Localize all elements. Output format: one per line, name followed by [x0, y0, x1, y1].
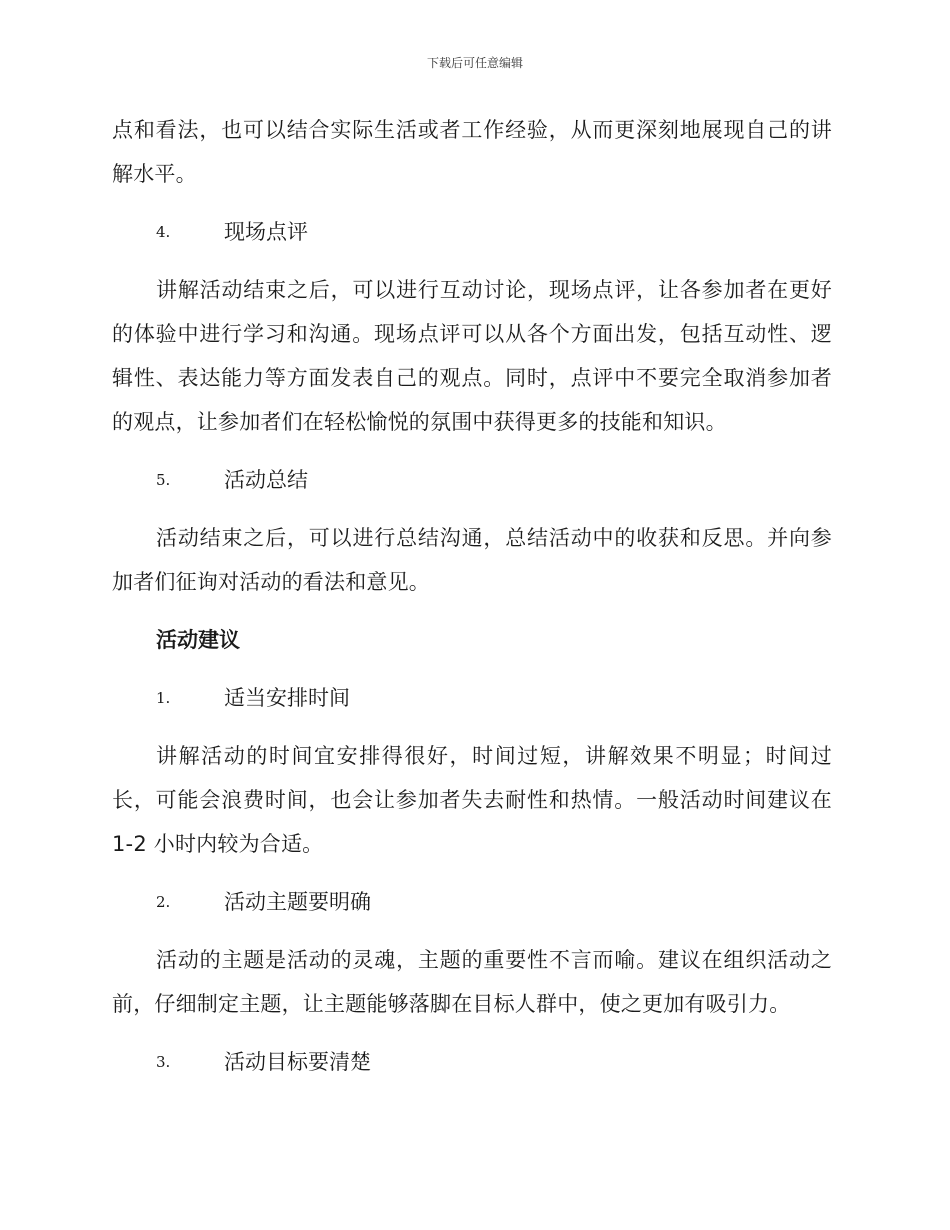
paragraph-schedule: 讲解活动的时间宜安排得很好，时间过短，讲解效果不明显；时间过长，可能会浪费时间，也会让参加者失去耐性和热情。一般活动时间建议在1-2 小时内较为合适。	[112, 744, 832, 856]
list-number: 5.	[156, 471, 171, 489]
list-item-title: 活动总结	[224, 468, 308, 492]
list-item-title: 现场点评	[224, 220, 308, 244]
paragraph-continuation: 点和看法，也可以结合实际生活或者工作经验，从而更深刻地展现自己的讲解水平。	[112, 118, 832, 186]
list-item-title: 活动主题要明确	[224, 890, 371, 914]
list-item-title: 活动目标要清楚	[224, 1050, 371, 1074]
paragraph-live-review: 讲解活动结束之后，可以进行互动讨论，现场点评，让各参加者在更好的体验中进行学习和沟通。现场点评可以从各个方面出发，包括互动性、逻辑性、表达能力等方面发表自己的观点。同时，点评中不要完全取消参加者的观点，让参加者们在轻松愉悦的氛围中获得更多的技能和知识。	[112, 278, 832, 434]
list-number: 4.	[156, 223, 171, 241]
document-body	[112, 108, 832, 1098]
list-number: 3.	[156, 1053, 171, 1071]
list-number: 2.	[156, 893, 171, 911]
page-header: 下载后可任意编辑	[426, 56, 523, 70]
section-heading: 活动建议	[156, 628, 240, 652]
list-item-theme	[112, 880, 832, 924]
list-number: 1.	[156, 689, 171, 707]
list-item-goal	[112, 1040, 832, 1084]
paragraph-theme: 活动的主题是活动的灵魂，主题的重要性不言而喻。建议在组织活动之前，仔细制定主题，让主题能够落脚在目标人群中，使之更加有吸引力。	[112, 948, 832, 1016]
list-item-summary	[112, 458, 832, 502]
list-item-schedule	[112, 676, 832, 720]
list-item-live-review	[112, 210, 832, 254]
paragraph-summary: 活动结束之后，可以进行总结沟通，总结活动中的收获和反思。并向参加者们征询对活动的看法和意见。	[112, 526, 832, 594]
list-item-title: 适当安排时间	[224, 686, 350, 710]
